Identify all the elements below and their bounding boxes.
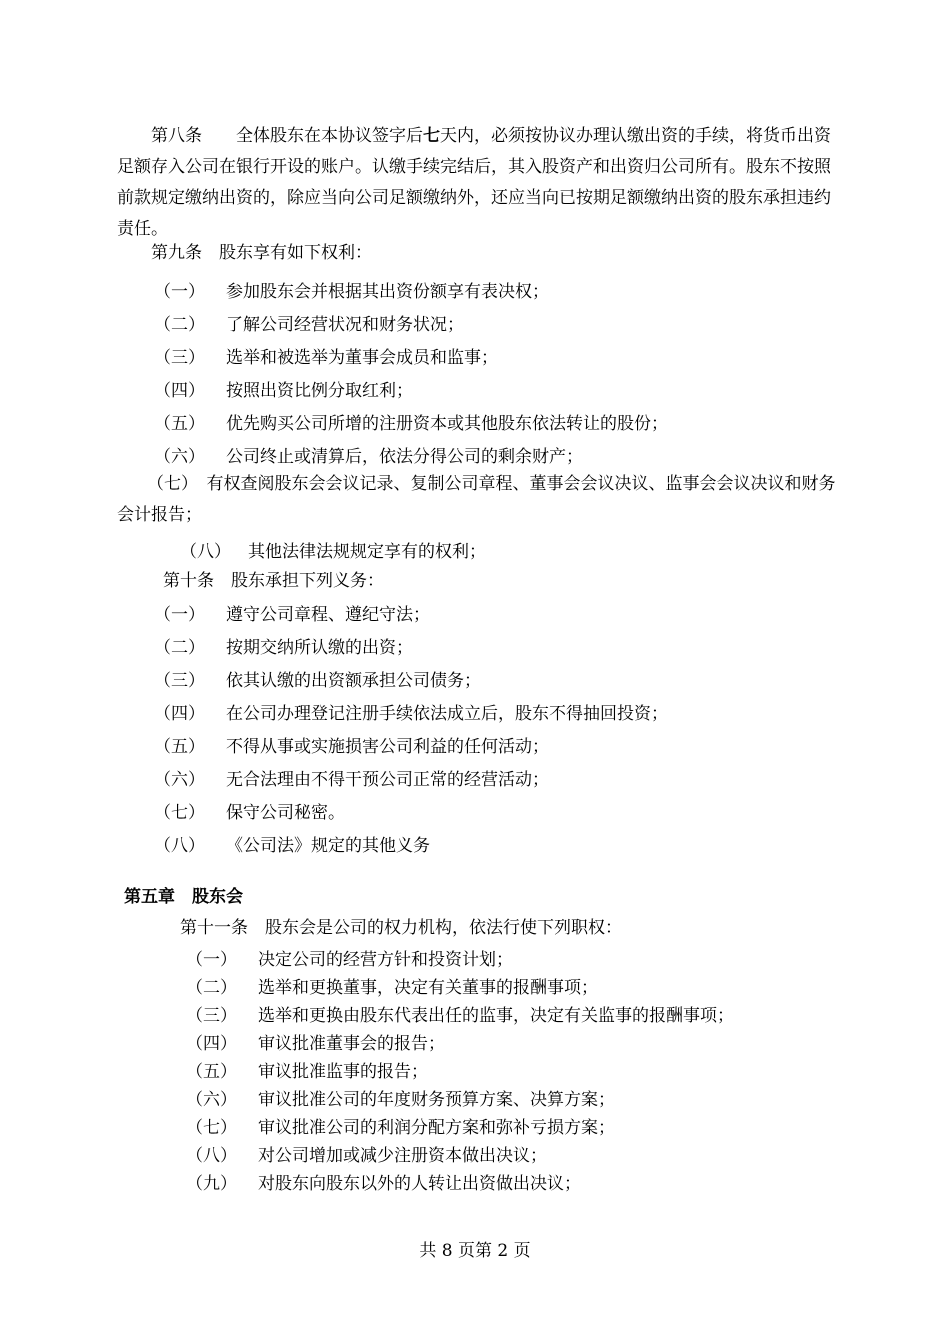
list-item-label: （八） — [186, 1146, 237, 1166]
list-item-text: 了解公司经营状况和财务状况； — [226, 315, 464, 335]
list-item-text: 选举和被选举为董事会成员和监事； — [226, 348, 498, 368]
page-footer: 共 8 页第 2 页 — [419, 1241, 531, 1261]
list-item-text: 按期交纳所认缴的出资； — [226, 638, 413, 658]
list-item-label: （八） — [154, 836, 205, 856]
list-item-label: （四） — [154, 381, 205, 401]
list-item-label: （四） — [154, 704, 205, 724]
list-item-text: 其他法律法规规定享有的权利； — [248, 542, 486, 562]
list-item-text: 审议批准监事的报告； — [258, 1062, 428, 1082]
list-item-label: （六） — [186, 1090, 237, 1110]
list-item-text: 保守公司秘密。 — [226, 803, 345, 823]
list-item-text: 公司终止或清算后，依法分得公司的剩余财产； — [226, 447, 583, 467]
article-8-paragraph — [117, 121, 837, 245]
article-9-title: 第九条 股东享有如下权利： — [151, 243, 372, 263]
list-item-text: 《公司法》规定的其他义务 — [226, 836, 430, 856]
article-8-text-after: 天内，必须按协议办理认缴出资的手续，将货币出资足额存入公司在银行开设的账户。认缴手续完结后，其入股资产和出资归公司所有。股东不按照前款规定缴纳出资的，除应当向公司足额缴纳外，还应当向已按期足额缴纳出资的股东承担违约责任。 — [117, 126, 831, 239]
list-item-label: （二） — [154, 315, 205, 335]
list-item-label: （二） — [186, 978, 237, 998]
article-8-emphasis: 七 — [423, 126, 440, 146]
list-item-text: 决定公司的经营方针和投资计划； — [258, 950, 513, 970]
list-item-label: （七） — [186, 1118, 237, 1138]
list-item-text: 不得从事或实施损害公司利益的任何活动； — [226, 737, 549, 757]
list-item-label: （三） — [186, 1006, 237, 1026]
list-item-text: 参加股东会并根据其出资份额享有表决权； — [226, 282, 549, 302]
list-item-text: 无合法理由不得干预公司正常的经营活动； — [226, 770, 549, 790]
list-item-text: 审议批准公司的年度财务预算方案、决算方案； — [258, 1090, 615, 1110]
list-item-label: （三） — [154, 671, 205, 691]
list-item-label: （三） — [154, 348, 205, 368]
list-item-text: 优先购买公司所增的注册资本或其他股东依法转让的股份； — [226, 414, 668, 434]
list-item-text: 对股东向股东以外的人转让出资做出决议； — [258, 1174, 581, 1194]
list-item-text: 审议批准公司的利润分配方案和弥补亏损方案； — [258, 1118, 615, 1138]
list-item-label: （五） — [154, 737, 205, 757]
list-item-text: 对公司增加或减少注册资本做出决议； — [258, 1146, 547, 1166]
article-8-text-before: 全体股东在本协议签字后 — [236, 126, 423, 146]
list-item-label: （二） — [154, 638, 205, 658]
article-8-label: 第八条 — [151, 126, 202, 146]
list-item-label: （四） — [186, 1034, 237, 1054]
list-item-text: 在公司办理登记注册手续依法成立后，股东不得抽回投资； — [226, 704, 668, 724]
list-item-text: 审议批准董事会的报告； — [258, 1034, 445, 1054]
list-item-label: （九） — [186, 1174, 237, 1194]
list-item-label: （五） — [186, 1062, 237, 1082]
list-item-label: （七） — [154, 803, 205, 823]
list-item-text: 按照出资比例分取红利； — [226, 381, 413, 401]
list-item-label: （六） — [154, 447, 205, 467]
list-item-text: 依其认缴的出资额承担公司债务； — [226, 671, 481, 691]
list-item-label: （五） — [154, 414, 205, 434]
list-item-text: 遵守公司章程、遵纪守法； — [226, 605, 430, 625]
list-item-label: （七） — [147, 474, 190, 494]
chapter-5-heading: 第五章 股东会 — [124, 887, 243, 907]
list-item-label: （一） — [186, 950, 237, 970]
list-item-label: （六） — [154, 770, 205, 790]
list-item-label: （一） — [154, 605, 205, 625]
list-item-text: 有权查阅股东会会议记录、复制公司章程、董事会会议决议、监事会会议决议和财务会计报告； — [117, 474, 836, 525]
list-item-label: （八） — [180, 542, 231, 562]
article-9-item-7 — [117, 469, 837, 531]
article-10-title: 第十条 股东承担下列义务： — [163, 571, 384, 591]
list-item-label: （一） — [154, 282, 205, 302]
list-item-text: 选举和更换由股东代表出任的监事，决定有关监事的报酬事项； — [258, 1006, 734, 1026]
article-11-title: 第十一条 股东会是公司的权力机构，依法行使下列职权： — [180, 918, 622, 938]
list-item-text: 选举和更换董事，决定有关董事的报酬事项； — [258, 978, 598, 998]
